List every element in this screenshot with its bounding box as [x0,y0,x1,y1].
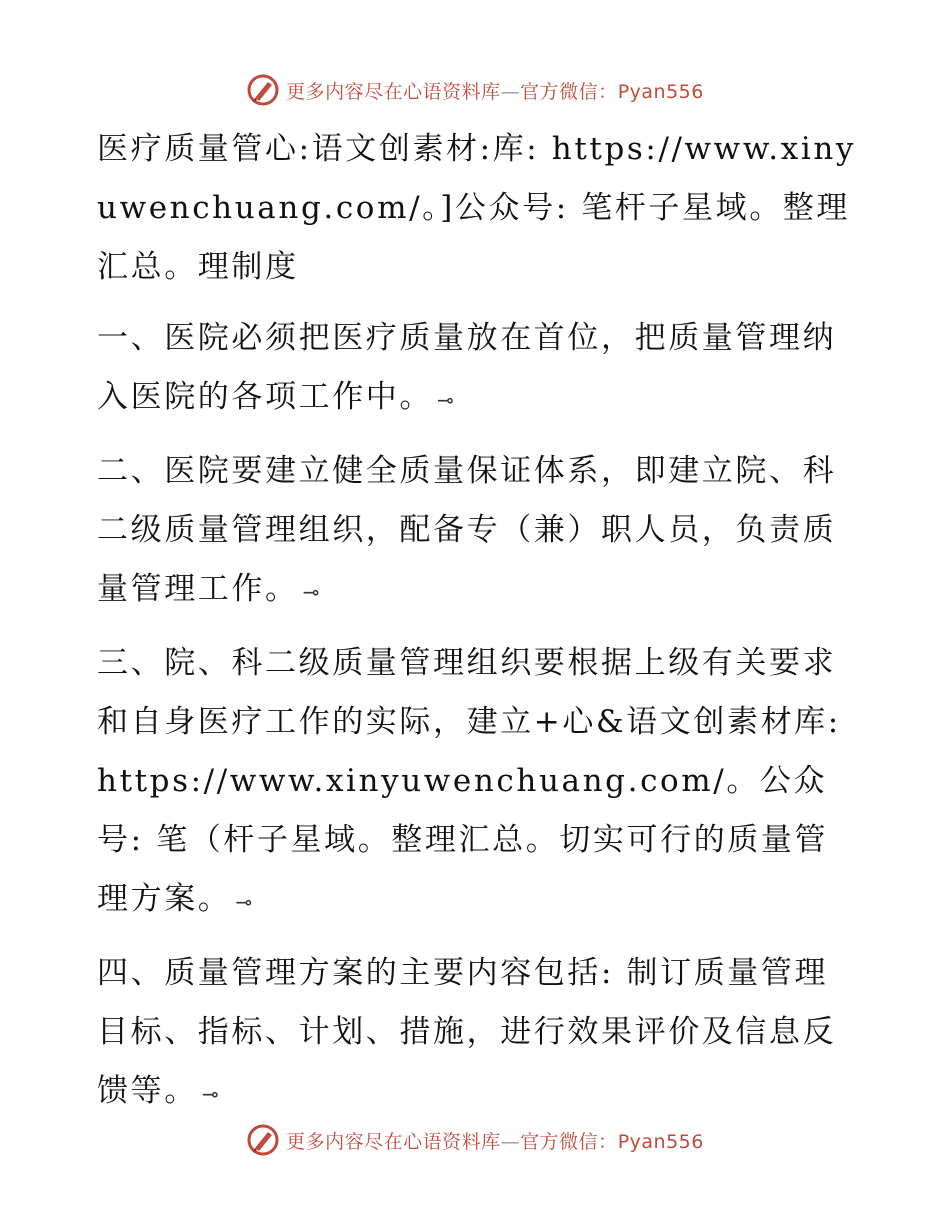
banner-wechat-handle: Pyan556 [617,80,704,103]
paragraph-item-2 [97,442,857,622]
footer-banner [0,1120,950,1160]
pen-logo-icon [246,73,280,107]
banner-separator: — [500,1130,521,1153]
paragraph-title [97,120,857,297]
paragraph-mark: ⊸ [201,1082,219,1106]
paragraph-text: 二、医院要建立健全质量保证体系，即建立院、科二级质量管理组织，配备专（兼）职人员，负责质量管理工作。 [97,453,837,607]
document-body [97,120,857,1136]
banner-main-text: 更多内容尽在心语资料库 [286,1130,501,1153]
paragraph-text: 一、医院必须把医疗质量放在首位，把质量管理纳入医院的各项工作中。 [97,320,837,415]
banner-text [286,77,704,104]
banner-wechat-label: 官方微信： [520,1130,618,1153]
paragraph-item-1 [97,309,857,430]
paragraph-item-4 [97,944,857,1124]
paragraph-mark: ⊸ [235,890,253,914]
banner-separator: — [500,80,521,103]
banner-wechat-handle: Pyan556 [617,1130,704,1153]
paragraph-text: 三、院、科二级质量管理组织要根据上级有关要求和自身医疗工作的实际，建立+心&语文创素材库: https://www.xinyuwenchuang.com/。公众号: 笔（杆子星域。整理汇总。切实可行的质量管理方案。 [97,645,841,917]
banner-text [286,1127,704,1154]
paragraph-text: 四、质量管理方案的主要内容包括: 制订质量管理目标、指标、计划、措施，进行效果评价及信息反馈等。 [97,955,837,1109]
pen-logo-icon [246,1123,280,1157]
paragraph-item-3 [97,634,857,932]
banner-main-text: 更多内容尽在心语资料库 [286,80,501,103]
paragraph-mark: ⊸ [302,580,320,604]
paragraph-text: 医疗质量管心:语文创素材:库: https://www.xinyuwenchuang.com/。]公众号: 笔杆子星域。整理汇总。理制度 [97,131,857,285]
paragraph-mark: ⊸ [437,388,454,412]
banner-wechat-label: 官方微信： [520,80,618,103]
header-banner [0,70,950,110]
